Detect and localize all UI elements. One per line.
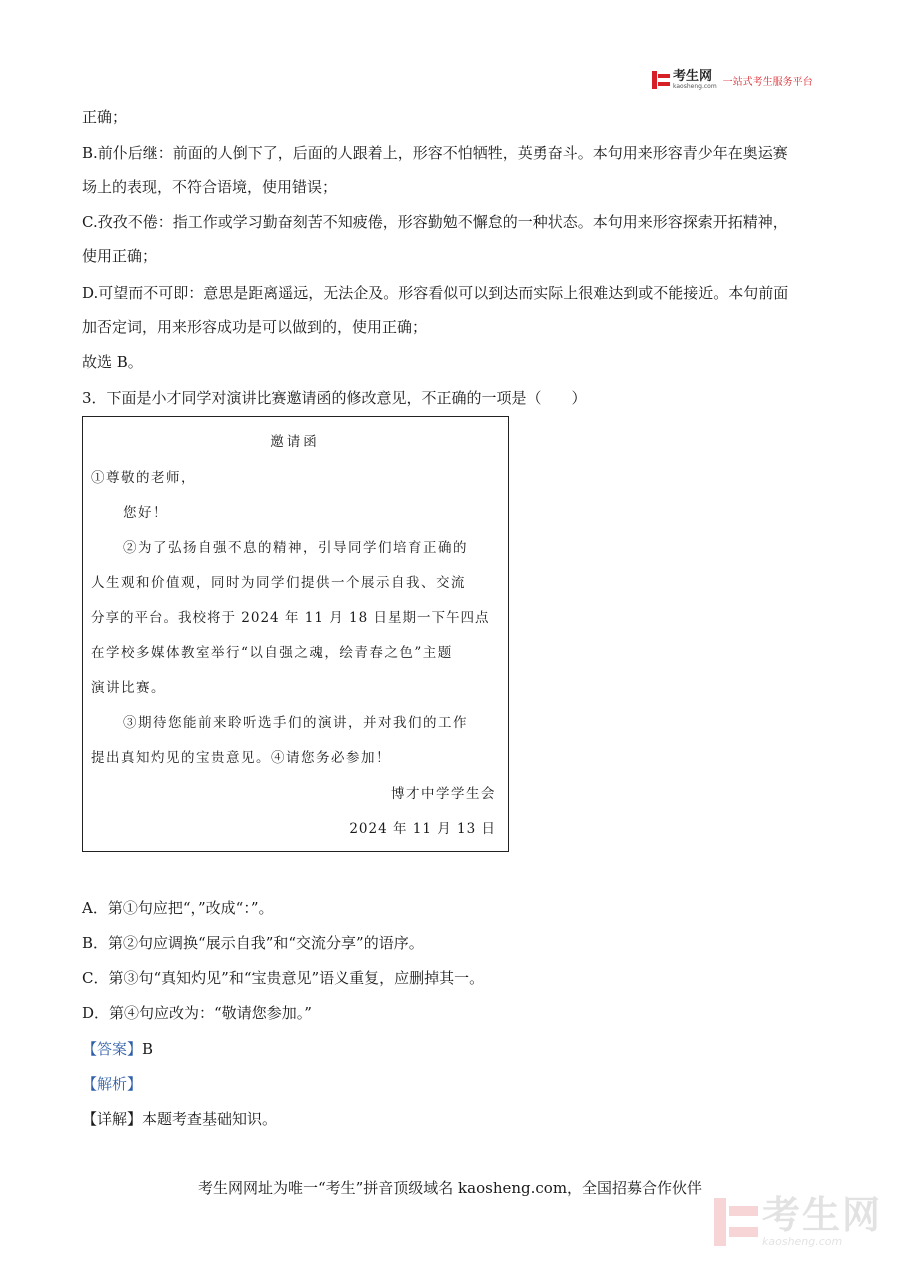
invitation-letter-box [82, 416, 509, 852]
letter-line: ③期待您能前来聆听选手们的演讲，并对我们的工作 [123, 715, 468, 731]
letter-line: 人生观和价值观，同时为同学们提供一个展示自我、交流 [91, 575, 466, 591]
watermark-brand-domain: kaosheng.com [762, 1235, 843, 1248]
letter-line: 在学校多媒体教室举行“以自强之魂，绘青春之色”主题 [91, 645, 453, 661]
body-line: B.前仆后继：前面的人倒下了，后面的人跟着上，形容不怕牺牲，英勇奋斗。本句用来形容青少年在奥运赛 [82, 144, 788, 162]
body-line: 加否定词，用来形容成功是可以做到的，使用正确； [82, 318, 428, 336]
watermark-logo [714, 1193, 883, 1248]
body-line: 场上的表现，不符合语境，使用错误； [82, 178, 338, 196]
kaosheng-watermark-icon [714, 1198, 758, 1246]
option-b: B．第②句应调换“展示自我”和“交流分享”的语序。 [82, 934, 424, 952]
brand-domain: kaosheng.com [673, 83, 717, 90]
body-line: 使用正确； [82, 247, 158, 265]
detail-row [82, 1109, 277, 1129]
letter-line: 提出真知灼见的宝贵意见。④请您务必参加！ [91, 750, 391, 766]
option-c: C．第③句“真知灼见”和“宝贵意见”语义重复，应删掉其一。 [82, 969, 485, 987]
body-line: C.孜孜不倦：指工作或学习勤奋刻苦不知疲倦，形容勤勉不懈怠的一种状态。本句用来形容探索开拓精神， [82, 213, 788, 231]
body-line: 正确； [82, 108, 128, 126]
option-a: A．第①句应把“，”改成“：”。 [82, 899, 274, 917]
body-line: D.可望而不可即：意思是距离遥远，无法企及。形容看似可以到达而实际上很难达到或不能接近。本句前面 [82, 284, 789, 302]
letter-line: ②为了弘扬自强不息的精神，引导同学们培育正确的 [123, 540, 468, 556]
letter-line: ①尊敬的老师， [91, 470, 196, 486]
letter-line: 演讲比赛。 [91, 680, 166, 696]
answer-value: B [142, 1040, 154, 1058]
body-line: 故选 B。 [82, 353, 143, 371]
brand-tagline: 一站式考生服务平台 [722, 76, 813, 88]
watermark-brand-name: 考生网 [762, 1193, 883, 1237]
question-stem: 3．下面是小才同学对演讲比赛邀请函的修改意见，不正确的一项是（ ） [82, 389, 587, 407]
detail-text: 本题考查基础知识。 [142, 1110, 278, 1128]
letter-title: 邀请函 [270, 434, 320, 450]
brand-name: 考生网 [673, 69, 713, 84]
kaosheng-logo-icon [652, 71, 670, 89]
analysis-label: 【解析】 [82, 1075, 143, 1093]
detail-label: 【详解】 [82, 1110, 143, 1128]
option-d: D．第④句应改为：“敬请您参加。” [82, 1004, 312, 1022]
letter-line: 您好！ [123, 505, 168, 521]
letter-line: 分享的平台。我校将于 2024 年 11 月 18 日星期一下午四点 [91, 610, 490, 626]
letter-date: 2024 年 11 月 13 日 [349, 821, 496, 837]
answer-label: 【答案】 [82, 1040, 143, 1058]
header-logo [652, 70, 813, 90]
answer-row [82, 1039, 153, 1059]
footer-text: 考生网网址为唯一“考生”拼音顶级域名 kaosheng.com，全国招募合作伙伴 [197, 1179, 703, 1197]
letter-signature: 博才中学学生会 [391, 786, 496, 802]
